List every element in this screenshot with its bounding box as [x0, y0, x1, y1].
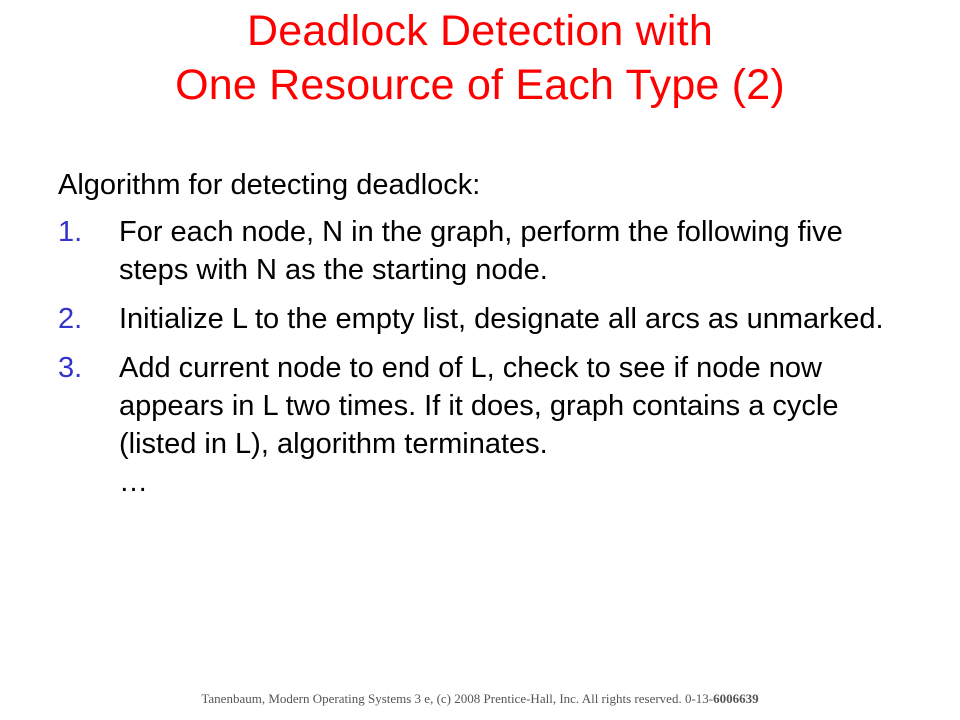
copyright-footer — [0, 691, 960, 707]
step-number: 2. — [58, 303, 83, 335]
slide-title — [0, 4, 960, 112]
step-text: For each node, N in the graph, perform the following five steps with N as the starting node. — [119, 216, 843, 286]
continuation-ellipsis: … — [119, 466, 148, 498]
algorithm-steps — [58, 213, 908, 501]
step-text: Add current node to end of L, check to see if node now appears in L two times. If it does, graph contains a cycle (listed in L), algorithm terminates. — [119, 352, 839, 460]
step-3 — [58, 349, 908, 501]
footer-isbn-tail: 6006639 — [713, 691, 759, 706]
intro-text: Algorithm for detecting deadlock: — [58, 169, 481, 201]
title-line-1: Deadlock Detection with — [247, 7, 713, 55]
step-1 — [58, 213, 908, 289]
title-line-2: One Resource of Each Type (2) — [175, 61, 785, 109]
step-2 — [58, 300, 908, 338]
step-text: Initialize L to the empty list, designate all arcs as unmarked. — [119, 303, 884, 335]
footer-text: Tanenbaum, Modern Operating Systems 3 e, (c) 2008 Prentice-Hall, Inc. All rights reserved. 0-13- — [201, 691, 714, 706]
slide-body — [58, 165, 908, 512]
step-number: 3. — [58, 352, 83, 384]
step-number: 1. — [58, 216, 83, 248]
